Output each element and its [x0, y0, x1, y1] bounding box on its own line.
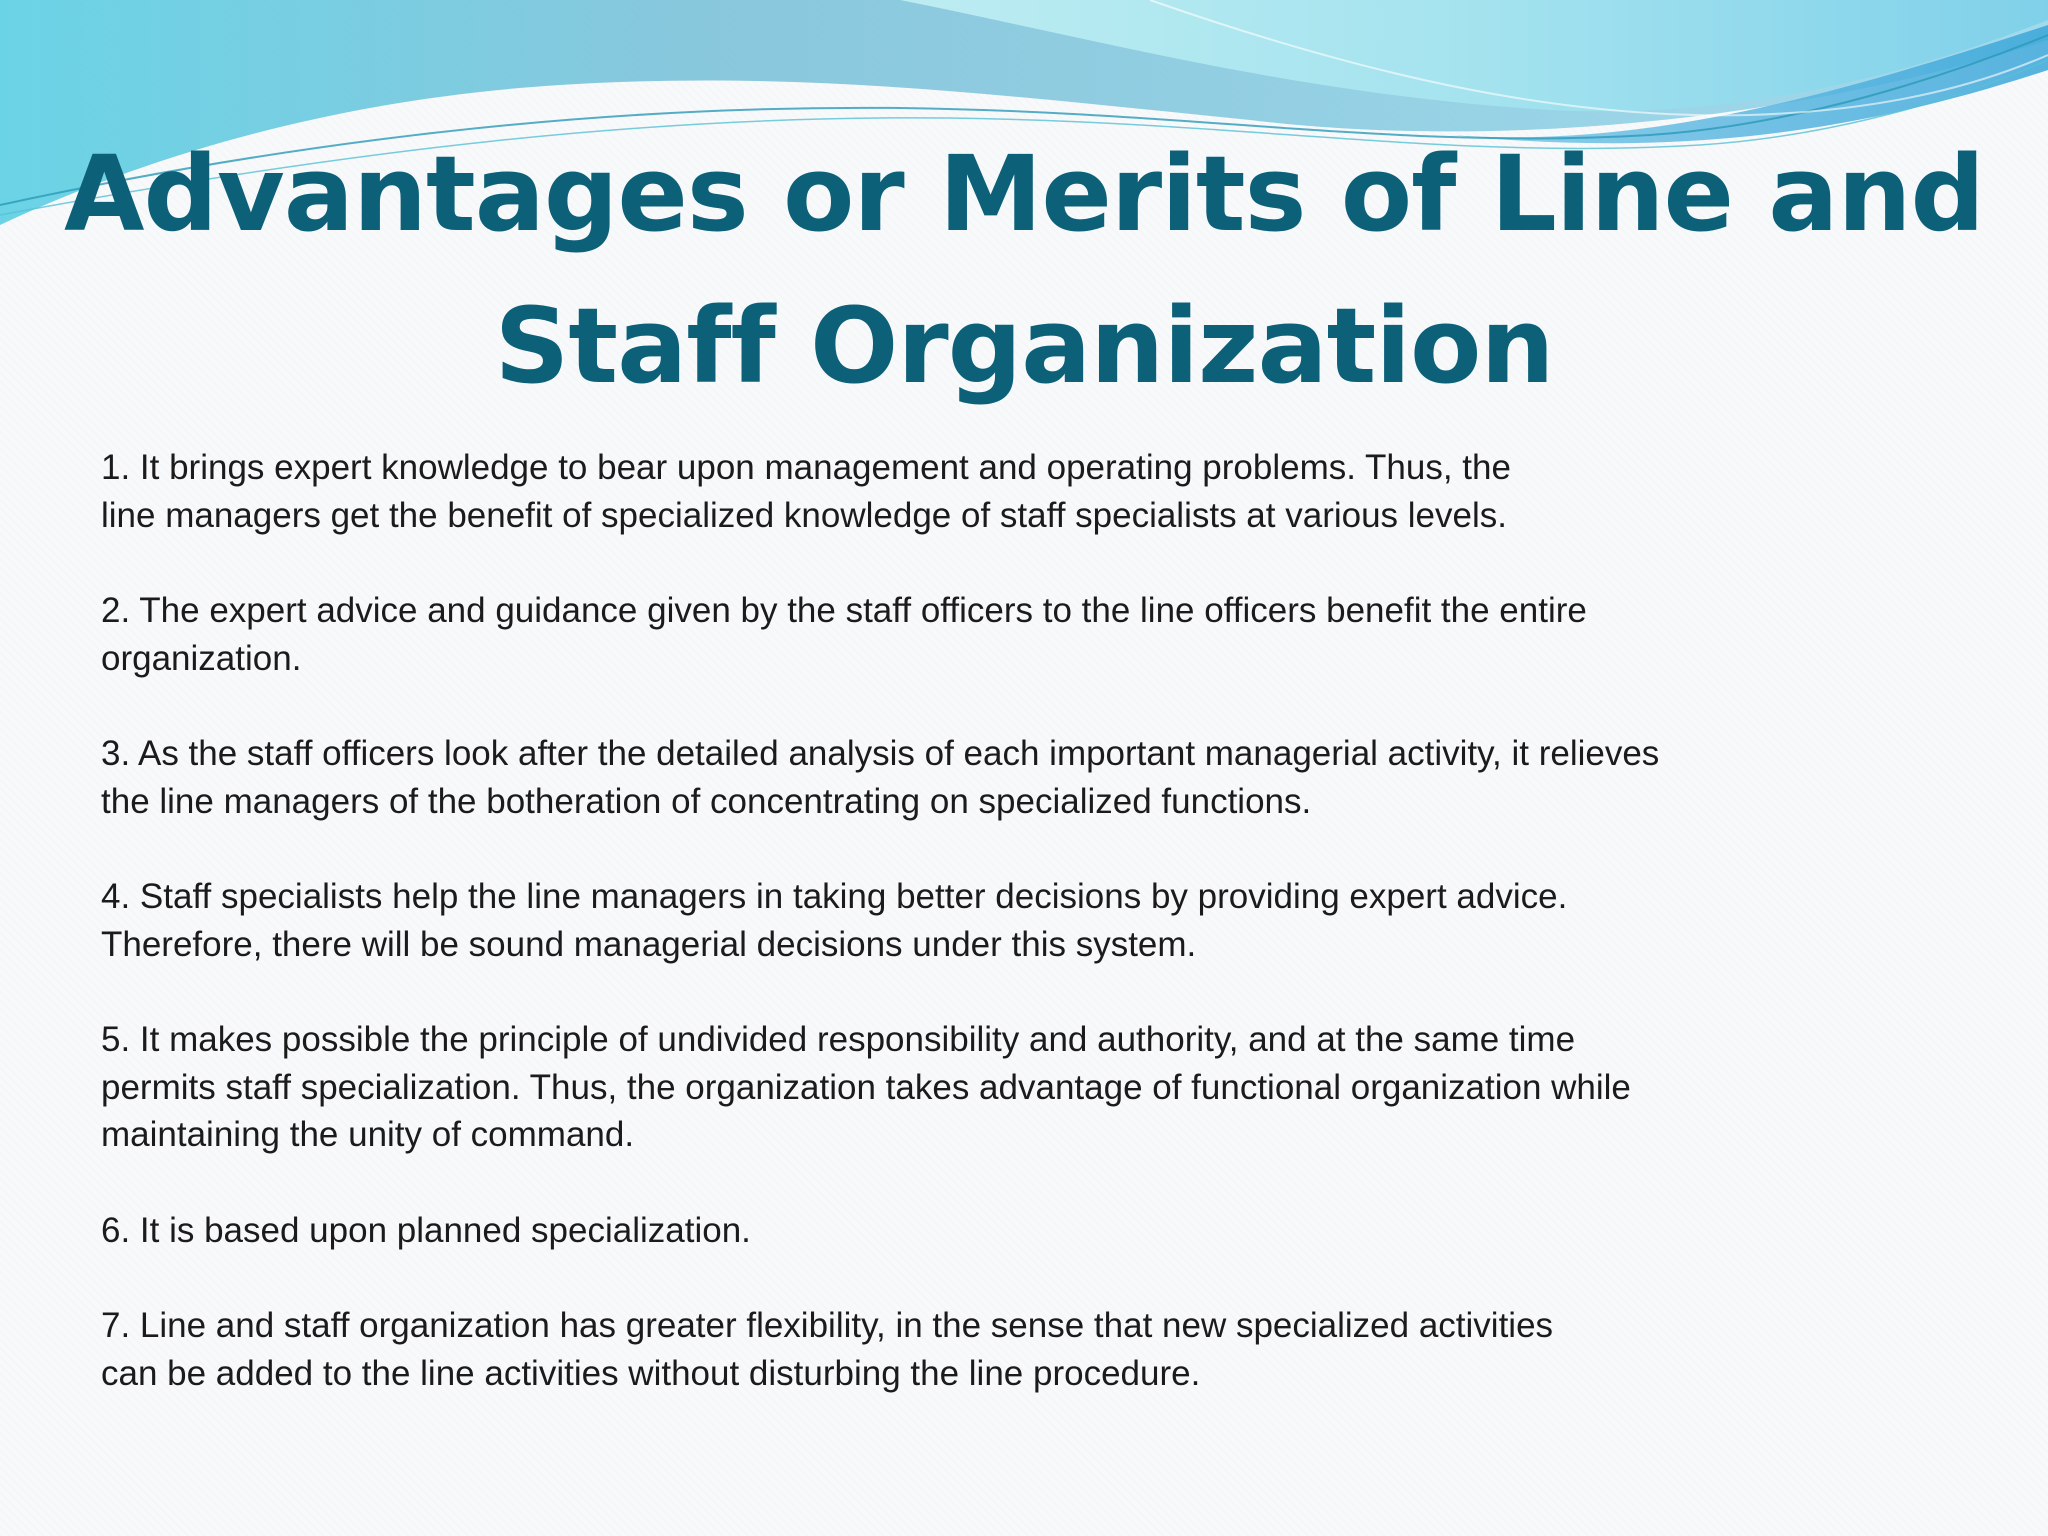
advantage-item-2-line-2: organization.	[101, 638, 302, 678]
advantage-item-3-line-1: 3. As the staff officers look after the detailed analysis of each important managerial activity, it relieves	[101, 734, 1660, 773]
advantage-item-6	[101, 1207, 1941, 1255]
slide-title-line-2: Staff Organization	[494, 285, 1554, 407]
advantage-item-5-line-1: 5. It makes possible the principle of undivided responsibility and authority, and at the same time	[101, 1020, 1576, 1059]
advantage-item-5-line-2: permits staff specialization. Thus, the organization takes advantage of functional organization while	[101, 1067, 1631, 1107]
advantage-item-4-line-1: 4. Staff specialists help the line managers in taking better decisions by providing expert advice.	[101, 877, 1568, 916]
advantage-item-1-line-1: 1. It brings expert knowledge to bear upon management and operating problems. Thus, the	[101, 448, 1511, 487]
advantage-item-2-line-1: 2. The expert advice and guidance given by the staff officers to the line officers benefit the entire	[101, 591, 1587, 630]
advantage-item-5	[101, 1016, 1941, 1159]
advantages-list	[101, 444, 1941, 1445]
advantage-item-3	[101, 730, 1941, 825]
advantage-item-4	[101, 873, 1941, 968]
advantage-item-7-line-2: can be added to the line activities without disturbing the line procedure.	[101, 1353, 1201, 1393]
advantage-item-2	[101, 587, 1941, 682]
advantage-item-3-line-2: the line managers of the botheration of concentrating on specialized functions.	[101, 781, 1312, 821]
slide-title	[0, 118, 2048, 422]
advantage-item-4-line-2: Therefore, there will be sound managerial decisions under this system.	[101, 924, 1197, 964]
advantage-item-7	[101, 1302, 1941, 1397]
advantage-item-6-line-1: 6. It is based upon planned specialization.	[101, 1210, 751, 1250]
advantage-item-5-line-3: maintaining the unity of command.	[101, 1115, 635, 1154]
advantage-item-1-line-2: line managers get the benefit of specialized knowledge of staff specialists at various levels.	[101, 495, 1507, 535]
advantage-item-1	[101, 444, 1941, 539]
slide-title-line-1: Advantages or Merits of Line and	[64, 133, 1984, 255]
advantage-item-7-line-1: 7. Line and staff organization has greater flexibility, in the sense that new specialized activities	[101, 1306, 1554, 1345]
